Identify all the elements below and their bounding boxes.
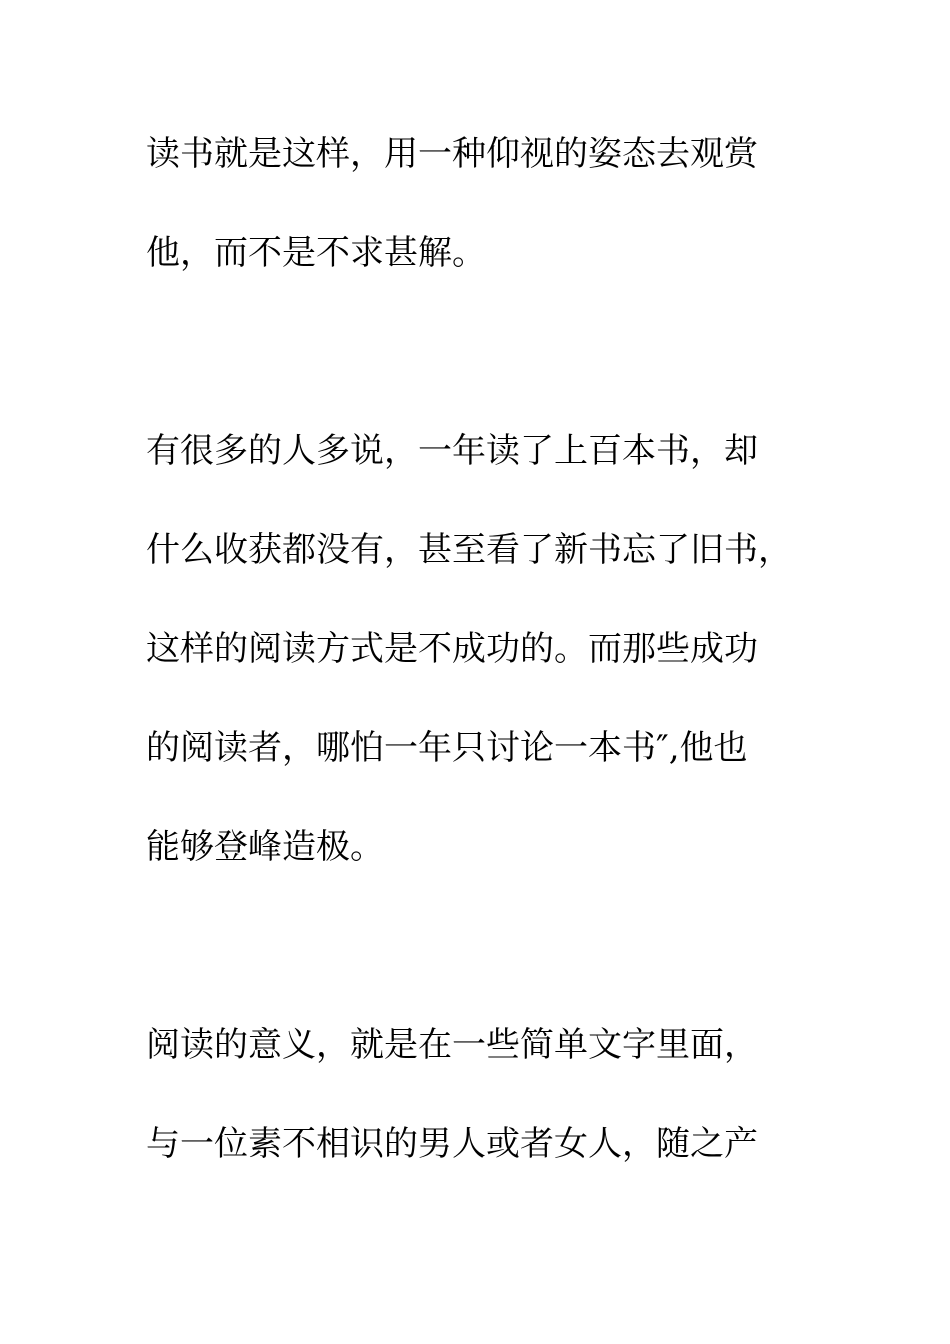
paragraph-2-line-1: 有很多的人多说，一年读了上百本书，却	[146, 431, 758, 471]
paragraph-1-line-2: 他，而不是不求甚解。	[146, 233, 486, 273]
paragraph-2-line-5: 能够登峰造极。	[146, 827, 384, 867]
paragraph-3-line-2: 与一位素不相识的男人或者女人，随之产	[146, 1124, 758, 1164]
paragraph-1-line-1: 读书就是这样，用一种仰视的姿态去观赏	[146, 134, 758, 174]
paragraph-2-line-2: 什么收获都没有，甚至看了新书忘了旧书，	[146, 530, 792, 570]
paragraph-2-line-4: 的阅读者，哪怕一年只讨论一本书″,他也	[146, 728, 748, 768]
paragraph-3-line-1: 阅读的意义，就是在一些简单文字里面，	[146, 1025, 758, 1065]
paragraph-2-line-3: 这样的阅读方式是不成功的。而那些成功	[146, 629, 758, 669]
